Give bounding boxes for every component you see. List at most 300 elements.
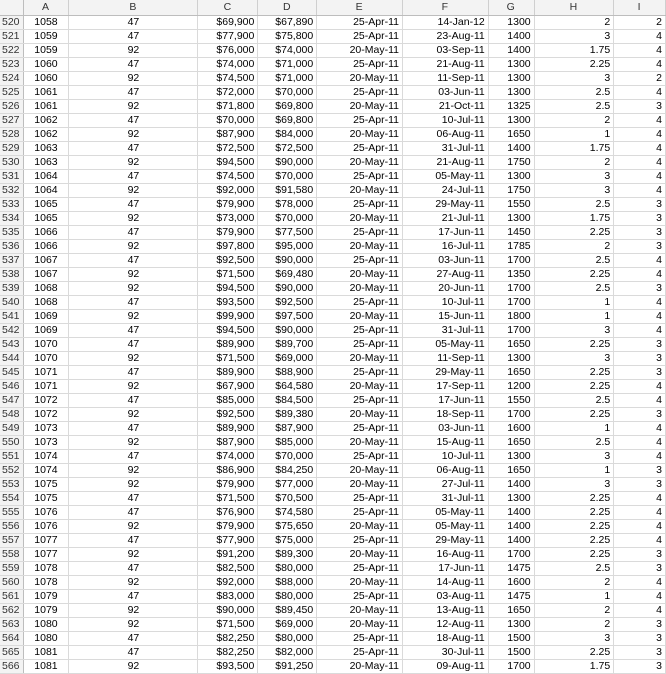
- cell-c[interactable]: $87,900: [198, 436, 258, 450]
- cell-a[interactable]: 1058: [23, 16, 69, 30]
- cell-g[interactable]: 1400: [488, 44, 534, 58]
- cell-c[interactable]: $92,500: [198, 408, 258, 422]
- cell-d[interactable]: $80,000: [258, 632, 317, 646]
- row-header[interactable]: 522: [0, 44, 23, 58]
- cell-b[interactable]: 92: [69, 408, 198, 422]
- cell-f[interactable]: 12-Aug-11: [403, 618, 489, 632]
- cell-i[interactable]: 3: [614, 100, 666, 114]
- cell-g[interactable]: 1750: [488, 156, 534, 170]
- row-header[interactable]: 520: [0, 16, 23, 30]
- cell-a[interactable]: 1077: [23, 534, 69, 548]
- cell-i[interactable]: 3: [614, 352, 666, 366]
- cell-g[interactable]: 1350: [488, 268, 534, 282]
- cell-c[interactable]: $91,200: [198, 548, 258, 562]
- cell-c[interactable]: $94,500: [198, 156, 258, 170]
- cell-c[interactable]: $72,000: [198, 86, 258, 100]
- row-header[interactable]: 543: [0, 338, 23, 352]
- cell-e[interactable]: 25-Apr-11: [317, 492, 403, 506]
- cell-a[interactable]: 1060: [23, 58, 69, 72]
- cell-d[interactable]: $69,800: [258, 114, 317, 128]
- cell-e[interactable]: 25-Apr-11: [317, 632, 403, 646]
- cell-f[interactable]: 10-Jul-11: [403, 296, 489, 310]
- row-header[interactable]: 545: [0, 366, 23, 380]
- cell-g[interactable]: 1400: [488, 520, 534, 534]
- cell-c[interactable]: $85,000: [198, 394, 258, 408]
- cell-c[interactable]: $71,500: [198, 492, 258, 506]
- cell-i[interactable]: 3: [614, 562, 666, 576]
- cell-c[interactable]: $77,900: [198, 534, 258, 548]
- cell-h[interactable]: 2.25: [534, 408, 614, 422]
- cell-d[interactable]: $77,000: [258, 478, 317, 492]
- row-header[interactable]: 550: [0, 436, 23, 450]
- cell-a[interactable]: 1071: [23, 366, 69, 380]
- cell-i[interactable]: 4: [614, 324, 666, 338]
- cell-c[interactable]: $90,000: [198, 604, 258, 618]
- cell-i[interactable]: 4: [614, 44, 666, 58]
- cell-f[interactable]: 11-Sep-11: [403, 72, 489, 86]
- cell-d[interactable]: $89,380: [258, 408, 317, 422]
- cell-e[interactable]: 20-May-11: [317, 618, 403, 632]
- row-header[interactable]: 521: [0, 30, 23, 44]
- cell-d[interactable]: $74,580: [258, 506, 317, 520]
- cell-f[interactable]: 06-Aug-11: [403, 464, 489, 478]
- cell-h[interactable]: 2.25: [534, 548, 614, 562]
- cell-i[interactable]: 4: [614, 254, 666, 268]
- cell-b[interactable]: 47: [69, 296, 198, 310]
- cell-b[interactable]: 47: [69, 632, 198, 646]
- cell-e[interactable]: 20-May-11: [317, 352, 403, 366]
- cell-c[interactable]: $69,900: [198, 16, 258, 30]
- row-header[interactable]: 554: [0, 492, 23, 506]
- cell-f[interactable]: 21-Oct-11: [403, 100, 489, 114]
- row-header[interactable]: 547: [0, 394, 23, 408]
- row-header[interactable]: 525: [0, 86, 23, 100]
- cell-e[interactable]: 25-Apr-11: [317, 534, 403, 548]
- cell-e[interactable]: 20-May-11: [317, 282, 403, 296]
- cell-g[interactable]: 1300: [488, 16, 534, 30]
- cell-d[interactable]: $90,000: [258, 254, 317, 268]
- cell-d[interactable]: $84,250: [258, 464, 317, 478]
- cell-a[interactable]: 1064: [23, 184, 69, 198]
- cell-e[interactable]: 25-Apr-11: [317, 30, 403, 44]
- cell-i[interactable]: 4: [614, 170, 666, 184]
- column-header-g[interactable]: G: [488, 0, 534, 16]
- cell-f[interactable]: 10-Jul-11: [403, 450, 489, 464]
- cell-g[interactable]: 1650: [488, 436, 534, 450]
- cell-c[interactable]: $72,500: [198, 142, 258, 156]
- cell-f[interactable]: 03-Jun-11: [403, 254, 489, 268]
- cell-g[interactable]: 1400: [488, 142, 534, 156]
- cell-d[interactable]: $92,500: [258, 296, 317, 310]
- cell-e[interactable]: 20-May-11: [317, 408, 403, 422]
- cell-d[interactable]: $77,500: [258, 226, 317, 240]
- cell-h[interactable]: 2.5: [534, 282, 614, 296]
- cell-g[interactable]: 1300: [488, 492, 534, 506]
- cell-e[interactable]: 20-May-11: [317, 310, 403, 324]
- cell-b[interactable]: 47: [69, 590, 198, 604]
- cell-f[interactable]: 17-Jun-11: [403, 394, 489, 408]
- cell-d[interactable]: $70,000: [258, 170, 317, 184]
- cell-h[interactable]: 2.25: [534, 380, 614, 394]
- cell-e[interactable]: 20-May-11: [317, 128, 403, 142]
- cell-a[interactable]: 1067: [23, 254, 69, 268]
- row-header[interactable]: 536: [0, 240, 23, 254]
- cell-b[interactable]: 47: [69, 366, 198, 380]
- cell-e[interactable]: 20-May-11: [317, 660, 403, 674]
- cell-d[interactable]: $82,000: [258, 646, 317, 660]
- cell-d[interactable]: $80,000: [258, 590, 317, 604]
- cell-i[interactable]: 4: [614, 450, 666, 464]
- cell-b[interactable]: 92: [69, 660, 198, 674]
- cell-i[interactable]: 3: [614, 632, 666, 646]
- cell-b[interactable]: 92: [69, 520, 198, 534]
- cell-g[interactable]: 1300: [488, 72, 534, 86]
- cell-i[interactable]: 3: [614, 408, 666, 422]
- cell-b[interactable]: 92: [69, 352, 198, 366]
- cell-f[interactable]: 16-Aug-11: [403, 548, 489, 562]
- cell-a[interactable]: 1060: [23, 72, 69, 86]
- cell-c[interactable]: $71,500: [198, 352, 258, 366]
- cell-e[interactable]: 25-Apr-11: [317, 142, 403, 156]
- cell-g[interactable]: 1400: [488, 478, 534, 492]
- cell-f[interactable]: 13-Aug-11: [403, 604, 489, 618]
- cell-a[interactable]: 1079: [23, 604, 69, 618]
- column-header-h[interactable]: H: [534, 0, 614, 16]
- cell-b[interactable]: 47: [69, 198, 198, 212]
- cell-c[interactable]: $74,500: [198, 72, 258, 86]
- cell-h[interactable]: 2.5: [534, 394, 614, 408]
- cell-e[interactable]: 20-May-11: [317, 604, 403, 618]
- cell-h[interactable]: 2: [534, 618, 614, 632]
- cell-b[interactable]: 92: [69, 128, 198, 142]
- cell-b[interactable]: 92: [69, 548, 198, 562]
- cell-a[interactable]: 1072: [23, 394, 69, 408]
- select-all-corner[interactable]: [0, 0, 23, 16]
- cell-b[interactable]: 47: [69, 170, 198, 184]
- cell-b[interactable]: 47: [69, 394, 198, 408]
- cell-h[interactable]: 2.25: [534, 268, 614, 282]
- cell-g[interactable]: 1650: [488, 338, 534, 352]
- cell-f[interactable]: 05-May-11: [403, 520, 489, 534]
- cell-b[interactable]: 92: [69, 72, 198, 86]
- cell-c[interactable]: $97,800: [198, 240, 258, 254]
- cell-b[interactable]: 92: [69, 184, 198, 198]
- cell-e[interactable]: 25-Apr-11: [317, 450, 403, 464]
- cell-b[interactable]: 47: [69, 506, 198, 520]
- cell-e[interactable]: 25-Apr-11: [317, 646, 403, 660]
- cell-g[interactable]: 1650: [488, 128, 534, 142]
- cell-g[interactable]: 1400: [488, 506, 534, 520]
- cell-g[interactable]: 1500: [488, 646, 534, 660]
- cell-g[interactable]: 1300: [488, 170, 534, 184]
- cell-b[interactable]: 92: [69, 282, 198, 296]
- row-header[interactable]: 565: [0, 646, 23, 660]
- cell-h[interactable]: 2.25: [534, 226, 614, 240]
- cell-a[interactable]: 1078: [23, 576, 69, 590]
- cell-h[interactable]: 3: [534, 450, 614, 464]
- row-header[interactable]: 541: [0, 310, 23, 324]
- cell-a[interactable]: 1059: [23, 44, 69, 58]
- cell-i[interactable]: 4: [614, 492, 666, 506]
- cell-g[interactable]: 1300: [488, 86, 534, 100]
- row-header[interactable]: 566: [0, 660, 23, 674]
- cell-f[interactable]: 14-Jan-12: [403, 16, 489, 30]
- cell-a[interactable]: 1074: [23, 450, 69, 464]
- cell-g[interactable]: 1300: [488, 114, 534, 128]
- cell-e[interactable]: 20-May-11: [317, 576, 403, 590]
- row-header[interactable]: 529: [0, 142, 23, 156]
- cell-f[interactable]: 16-Jul-11: [403, 240, 489, 254]
- cell-g[interactable]: 1700: [488, 660, 534, 674]
- cell-d[interactable]: $95,000: [258, 240, 317, 254]
- cell-g[interactable]: 1700: [488, 324, 534, 338]
- cell-i[interactable]: 4: [614, 394, 666, 408]
- cell-d[interactable]: $69,480: [258, 268, 317, 282]
- cell-a[interactable]: 1061: [23, 86, 69, 100]
- cell-a[interactable]: 1076: [23, 520, 69, 534]
- cell-e[interactable]: 25-Apr-11: [317, 254, 403, 268]
- cell-b[interactable]: 47: [69, 86, 198, 100]
- cell-g[interactable]: 1650: [488, 464, 534, 478]
- cell-i[interactable]: 3: [614, 198, 666, 212]
- cell-e[interactable]: 25-Apr-11: [317, 590, 403, 604]
- row-header[interactable]: 556: [0, 520, 23, 534]
- cell-h[interactable]: 1: [534, 128, 614, 142]
- cell-g[interactable]: 1700: [488, 548, 534, 562]
- cell-g[interactable]: 1500: [488, 632, 534, 646]
- cell-a[interactable]: 1064: [23, 170, 69, 184]
- cell-i[interactable]: 2: [614, 72, 666, 86]
- cell-h[interactable]: 2: [534, 576, 614, 590]
- row-header[interactable]: 558: [0, 548, 23, 562]
- cell-d[interactable]: $90,000: [258, 156, 317, 170]
- cell-a[interactable]: 1079: [23, 590, 69, 604]
- cell-c[interactable]: $82,250: [198, 632, 258, 646]
- cell-g[interactable]: 1450: [488, 226, 534, 240]
- cell-e[interactable]: 20-May-11: [317, 156, 403, 170]
- cell-i[interactable]: 3: [614, 548, 666, 562]
- cell-h[interactable]: 2.25: [534, 534, 614, 548]
- row-header[interactable]: 555: [0, 506, 23, 520]
- cell-c[interactable]: $71,500: [198, 618, 258, 632]
- cell-d[interactable]: $89,300: [258, 548, 317, 562]
- cell-d[interactable]: $64,580: [258, 380, 317, 394]
- cell-e[interactable]: 25-Apr-11: [317, 86, 403, 100]
- cell-a[interactable]: 1077: [23, 548, 69, 562]
- cell-a[interactable]: 1081: [23, 660, 69, 674]
- cell-a[interactable]: 1065: [23, 198, 69, 212]
- row-header[interactable]: 523: [0, 58, 23, 72]
- cell-e[interactable]: 25-Apr-11: [317, 506, 403, 520]
- cell-e[interactable]: 20-May-11: [317, 464, 403, 478]
- cell-b[interactable]: 47: [69, 142, 198, 156]
- cell-d[interactable]: $69,000: [258, 352, 317, 366]
- cell-c[interactable]: $67,900: [198, 380, 258, 394]
- cell-a[interactable]: 1063: [23, 156, 69, 170]
- row-header[interactable]: 551: [0, 450, 23, 464]
- cell-f[interactable]: 27-Jul-11: [403, 478, 489, 492]
- cell-c[interactable]: $77,900: [198, 30, 258, 44]
- cell-h[interactable]: 2: [534, 114, 614, 128]
- row-header[interactable]: 553: [0, 478, 23, 492]
- cell-c[interactable]: $79,900: [198, 520, 258, 534]
- row-header[interactable]: 559: [0, 562, 23, 576]
- cell-i[interactable]: 3: [614, 618, 666, 632]
- cell-d[interactable]: $70,000: [258, 86, 317, 100]
- row-header[interactable]: 535: [0, 226, 23, 240]
- cell-c[interactable]: $74,500: [198, 170, 258, 184]
- cell-f[interactable]: 06-Aug-11: [403, 128, 489, 142]
- cell-f[interactable]: 30-Jul-11: [403, 646, 489, 660]
- cell-c[interactable]: $70,000: [198, 114, 258, 128]
- cell-a[interactable]: 1070: [23, 352, 69, 366]
- cell-i[interactable]: 4: [614, 58, 666, 72]
- cell-e[interactable]: 20-May-11: [317, 72, 403, 86]
- cell-f[interactable]: 03-Sep-11: [403, 44, 489, 58]
- cell-e[interactable]: 20-May-11: [317, 44, 403, 58]
- cell-h[interactable]: 1: [534, 310, 614, 324]
- cell-h[interactable]: 3: [534, 324, 614, 338]
- cell-h[interactable]: 2.5: [534, 86, 614, 100]
- cell-f[interactable]: 14-Aug-11: [403, 576, 489, 590]
- cell-e[interactable]: 25-Apr-11: [317, 338, 403, 352]
- cell-c[interactable]: $76,000: [198, 44, 258, 58]
- cell-d[interactable]: $89,450: [258, 604, 317, 618]
- cell-d[interactable]: $72,500: [258, 142, 317, 156]
- cell-a[interactable]: 1067: [23, 268, 69, 282]
- cell-i[interactable]: 4: [614, 310, 666, 324]
- cell-a[interactable]: 1080: [23, 618, 69, 632]
- row-header[interactable]: 552: [0, 464, 23, 478]
- cell-c[interactable]: $74,000: [198, 58, 258, 72]
- cell-a[interactable]: 1073: [23, 436, 69, 450]
- cell-b[interactable]: 92: [69, 100, 198, 114]
- row-header[interactable]: 540: [0, 296, 23, 310]
- cell-f[interactable]: 15-Aug-11: [403, 436, 489, 450]
- cell-b[interactable]: 92: [69, 240, 198, 254]
- cell-i[interactable]: 4: [614, 128, 666, 142]
- cell-c[interactable]: $74,000: [198, 450, 258, 464]
- cell-i[interactable]: 3: [614, 226, 666, 240]
- row-header[interactable]: 560: [0, 576, 23, 590]
- cell-c[interactable]: $93,500: [198, 660, 258, 674]
- row-header[interactable]: 546: [0, 380, 23, 394]
- cell-e[interactable]: 20-May-11: [317, 184, 403, 198]
- cell-e[interactable]: 20-May-11: [317, 100, 403, 114]
- cell-c[interactable]: $82,500: [198, 562, 258, 576]
- cell-b[interactable]: 47: [69, 30, 198, 44]
- cell-h[interactable]: 1: [534, 422, 614, 436]
- cell-e[interactable]: 25-Apr-11: [317, 394, 403, 408]
- cell-g[interactable]: 1200: [488, 380, 534, 394]
- column-header-d[interactable]: D: [258, 0, 317, 16]
- cell-h[interactable]: 2.25: [534, 338, 614, 352]
- cell-d[interactable]: $75,800: [258, 30, 317, 44]
- cell-d[interactable]: $91,580: [258, 184, 317, 198]
- cell-g[interactable]: 1550: [488, 394, 534, 408]
- row-header[interactable]: 548: [0, 408, 23, 422]
- cell-b[interactable]: 47: [69, 492, 198, 506]
- column-header-a[interactable]: A: [23, 0, 69, 16]
- cell-b[interactable]: 92: [69, 618, 198, 632]
- cell-f[interactable]: 10-Jul-11: [403, 114, 489, 128]
- cell-g[interactable]: 1750: [488, 184, 534, 198]
- cell-d[interactable]: $88,900: [258, 366, 317, 380]
- column-header-c[interactable]: C: [198, 0, 258, 16]
- cell-h[interactable]: 2.25: [534, 492, 614, 506]
- cell-g[interactable]: 1700: [488, 254, 534, 268]
- cell-g[interactable]: 1550: [488, 198, 534, 212]
- cell-i[interactable]: 2: [614, 16, 666, 30]
- cell-e[interactable]: 25-Apr-11: [317, 198, 403, 212]
- cell-a[interactable]: 1068: [23, 296, 69, 310]
- cell-a[interactable]: 1073: [23, 422, 69, 436]
- cell-d[interactable]: $78,000: [258, 198, 317, 212]
- cell-h[interactable]: 2.25: [534, 366, 614, 380]
- cell-a[interactable]: 1066: [23, 240, 69, 254]
- cell-d[interactable]: $70,000: [258, 450, 317, 464]
- cell-i[interactable]: 4: [614, 590, 666, 604]
- cell-g[interactable]: 1475: [488, 562, 534, 576]
- cell-d[interactable]: $70,000: [258, 212, 317, 226]
- cell-d[interactable]: $75,000: [258, 534, 317, 548]
- cell-f[interactable]: 18-Sep-11: [403, 408, 489, 422]
- cell-a[interactable]: 1081: [23, 646, 69, 660]
- cell-a[interactable]: 1061: [23, 100, 69, 114]
- cell-h[interactable]: 1: [534, 464, 614, 478]
- cell-f[interactable]: 31-Jul-11: [403, 324, 489, 338]
- cell-b[interactable]: 47: [69, 114, 198, 128]
- row-header[interactable]: 532: [0, 184, 23, 198]
- cell-b[interactable]: 47: [69, 226, 198, 240]
- cell-h[interactable]: 2.25: [534, 520, 614, 534]
- cell-c[interactable]: $93,500: [198, 296, 258, 310]
- cell-i[interactable]: 3: [614, 646, 666, 660]
- cell-h[interactable]: 3: [534, 30, 614, 44]
- cell-g[interactable]: 1300: [488, 212, 534, 226]
- cell-h[interactable]: 2: [534, 604, 614, 618]
- cell-e[interactable]: 25-Apr-11: [317, 296, 403, 310]
- cell-a[interactable]: 1062: [23, 114, 69, 128]
- cell-i[interactable]: 3: [614, 478, 666, 492]
- cell-a[interactable]: 1072: [23, 408, 69, 422]
- column-header-b[interactable]: B: [69, 0, 198, 16]
- cell-c[interactable]: $83,000: [198, 590, 258, 604]
- cell-g[interactable]: 1600: [488, 422, 534, 436]
- cell-g[interactable]: 1300: [488, 58, 534, 72]
- cell-b[interactable]: 47: [69, 338, 198, 352]
- cell-b[interactable]: 47: [69, 646, 198, 660]
- cell-c[interactable]: $89,900: [198, 366, 258, 380]
- column-header-i[interactable]: I: [614, 0, 666, 16]
- cell-h[interactable]: 1.75: [534, 44, 614, 58]
- cell-f[interactable]: 24-Jul-11: [403, 184, 489, 198]
- cell-i[interactable]: 4: [614, 30, 666, 44]
- cell-h[interactable]: 2.25: [534, 506, 614, 520]
- row-header[interactable]: 542: [0, 324, 23, 338]
- cell-a[interactable]: 1065: [23, 212, 69, 226]
- cell-d[interactable]: $89,700: [258, 338, 317, 352]
- cell-b[interactable]: 92: [69, 604, 198, 618]
- row-header[interactable]: 526: [0, 100, 23, 114]
- cell-d[interactable]: $74,000: [258, 44, 317, 58]
- cell-d[interactable]: $69,800: [258, 100, 317, 114]
- cell-d[interactable]: $80,000: [258, 562, 317, 576]
- cell-a[interactable]: 1068: [23, 282, 69, 296]
- row-header[interactable]: 537: [0, 254, 23, 268]
- cell-h[interactable]: 2.5: [534, 198, 614, 212]
- cell-g[interactable]: 1600: [488, 576, 534, 590]
